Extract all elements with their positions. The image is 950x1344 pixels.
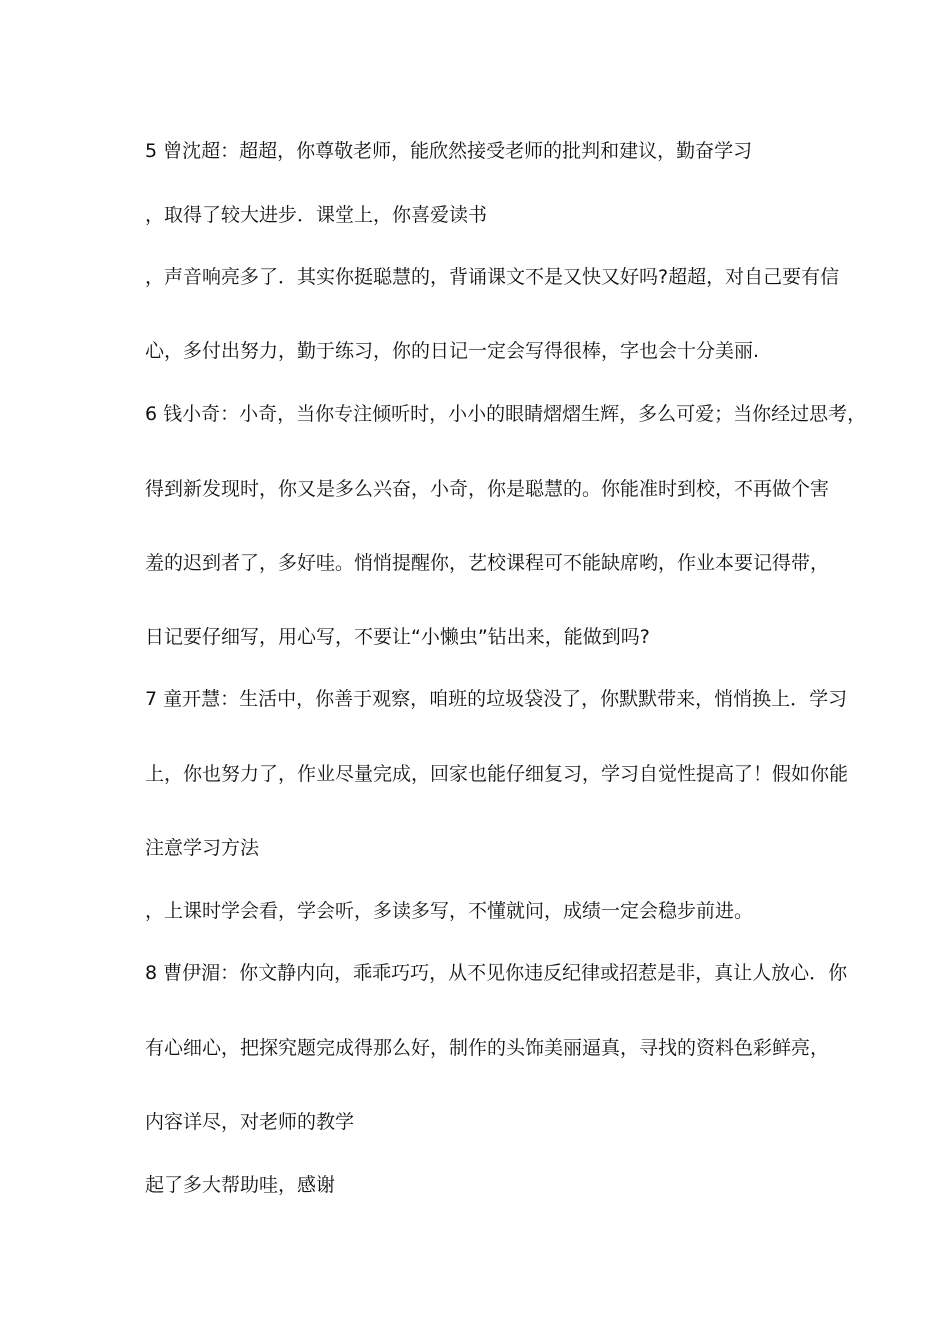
text-line: 6 钱小奇：小奇，当你专注倾听时，小小的眼睛熠熠生辉，多么可爱；当你经过思考， bbox=[145, 403, 867, 425]
text-line: 上，你也努力了，作业尽量完成，回家也能仔细复习，学习自觉性提高了！假如你能 bbox=[145, 763, 849, 785]
text-line: 得到新发现时，你又是多么兴奋，小奇，你是聪慧的。你能准时到校，不再做个害 bbox=[145, 478, 830, 500]
text-line: 5 曾沈超：超超，你尊敬老师，能欣然接受老师的批判和建议，勤奋学习 bbox=[145, 140, 753, 162]
text-line: 日记要仔细写，用心写，不要让“小懒虫”钻出来，能做到吗? bbox=[145, 626, 650, 648]
text-line: 内容详尽，对老师的教学 bbox=[145, 1111, 355, 1133]
text-line: ，上课时学会看，学会听，多读多写，不懂就问，成绩一定会稳步前进。 bbox=[145, 900, 754, 922]
text-line: 8 曹伊湄：你文静内向，乖乖巧巧，从不见你违反纪律或招惹是非，真让人放心．你 bbox=[145, 962, 848, 984]
text-line: 心，多付出努力，勤于练习，你的日记一定会写得很棒，字也会十分美丽. bbox=[145, 340, 760, 362]
text-line: 注意学习方法 bbox=[145, 837, 260, 859]
text-line: 有心细心，把探究题完成得那么好，制作的头饰美丽逼真，寻找的资料色彩鲜亮， bbox=[145, 1037, 830, 1059]
text-line: 起了多大帮助哇，感谢 bbox=[145, 1174, 336, 1196]
text-line: ，声音响亮多了．其实你挺聪慧的，背诵课文不是又快又好吗?超超，对自己要有信 bbox=[145, 266, 840, 288]
text-line: 羞的迟到者了，多好哇。悄悄提醒你，艺校课程可不能缺席哟，作业本要记得带， bbox=[145, 552, 830, 574]
text-line: ，取得了较大进步．课堂上，你喜爱读书 bbox=[145, 204, 488, 226]
text-line: 7 童开慧：生活中，你善于观察，咱班的垃圾袋没了，你默默带来，悄悄换上．学习 bbox=[145, 688, 848, 710]
